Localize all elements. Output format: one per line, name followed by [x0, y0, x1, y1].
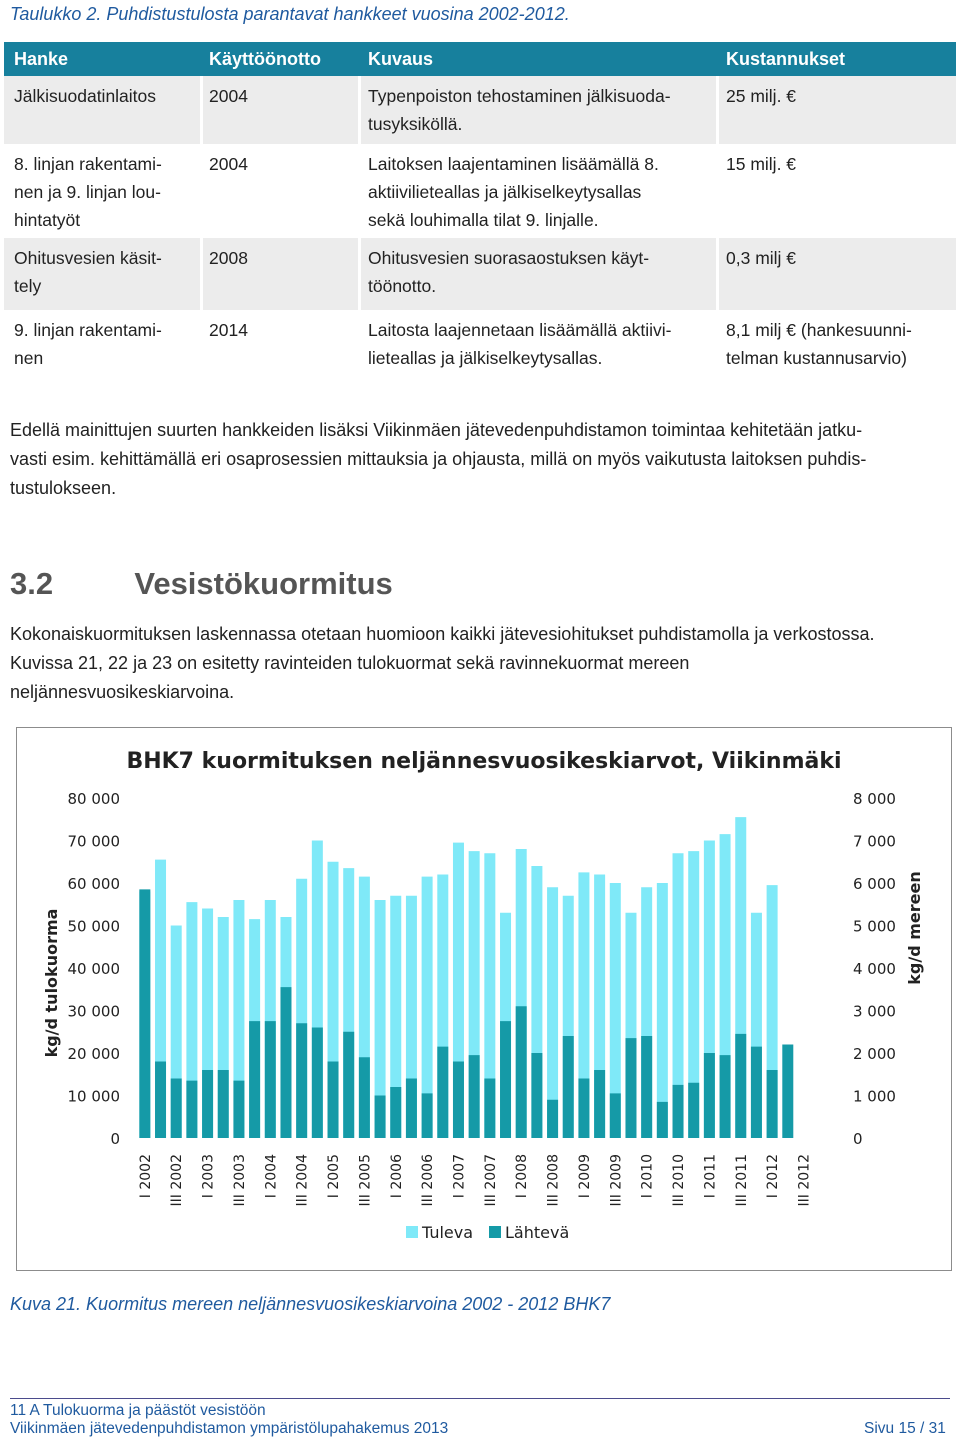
bar-lahteva: [265, 1021, 276, 1138]
bar-lahteva: [625, 1038, 636, 1138]
y-tick-right: 0: [853, 1130, 863, 1148]
y-tick-left: 80 000: [67, 790, 120, 808]
bar-lahteva: [453, 1062, 464, 1139]
y-axis-label-right: kg/d mereen: [905, 871, 924, 985]
cell-kuvaus: Laitosta laajennetaan lisäämällä aktiivi- lieteallas ja jälkiselkeytysallas.: [368, 320, 672, 368]
table-row: [4, 238, 956, 310]
y-tick-right: 3 000: [853, 1002, 896, 1021]
bar-lahteva: [735, 1034, 746, 1138]
cell-kustannus: 0,3 milj €: [726, 248, 797, 268]
chart-svg: [17, 728, 951, 1270]
bar-lahteva: [516, 1006, 527, 1138]
cell-kuvaus: Laitoksen laajentaminen lisäämällä 8. aktiivilieteallas ja jälkiselkeytysallas sekä louhimalla tilat 9. linjalle.: [368, 154, 659, 230]
bar-lahteva: [641, 1036, 652, 1138]
cell-kuvaus: Ohitusvesien suorasaostuksen käyt- töönotto.: [368, 248, 650, 296]
chart-title: BHK7 kuormituksen neljännesvuosikeskiarvot, Viikinmäki: [126, 749, 842, 774]
bar-lahteva: [312, 1028, 323, 1139]
cell-vuosi: 2004: [209, 86, 248, 106]
x-tick-label: III 2007: [482, 1154, 499, 1207]
y-tick-right: 2 000: [853, 1045, 896, 1063]
paragraph-section: Kokonaiskuormituksen laskennassa otetaan huomioon kaikki jätevesiohitukset puhdistamolla ja verkostossa. Kuvissa 21, 22 ja 23 on esitetty ravinteiden tulokuormat sekä ravinnekuormat mereen neljännesvuosikeskiarvoina.: [10, 624, 875, 702]
bar-lahteva: [343, 1032, 354, 1138]
bar-lahteva: [249, 1021, 260, 1138]
y-tick-right: 7 000: [853, 832, 896, 851]
bar-lahteva: [578, 1079, 589, 1139]
bar-lahteva: [218, 1070, 229, 1138]
y-tick-left: 30 000: [67, 1002, 120, 1021]
bhk7-chart: [16, 727, 952, 1271]
cell-hanke: Jälkisuodatinlaitos: [14, 86, 157, 106]
y-tick-left: 10 000: [67, 1087, 120, 1106]
bar-lahteva: [328, 1062, 339, 1139]
legend-swatch-lahteva: [489, 1226, 501, 1238]
x-tick-label: III 2010: [671, 1154, 688, 1207]
y-tick-left: 20 000: [67, 1045, 120, 1063]
bar-lahteva: [375, 1096, 386, 1139]
bar-lahteva: [233, 1081, 244, 1138]
x-tick-label: III 2004: [294, 1154, 311, 1207]
bar-lahteva: [155, 1062, 166, 1139]
table-caption: Taulukko 2. Puhdistustulosta parantavat hankkeet vuosina 2002-2012.: [10, 4, 570, 24]
bar-lahteva: [171, 1079, 182, 1139]
table-row: [4, 144, 956, 238]
cell-hanke: Ohitusvesien käsit- tely: [14, 248, 162, 296]
bar-lahteva: [594, 1070, 605, 1138]
x-tick-label: I 2012: [765, 1154, 782, 1199]
x-tick-label: III 2011: [733, 1154, 750, 1207]
header-hanke: Hanke: [14, 49, 69, 69]
section-number: 3.2: [10, 566, 54, 601]
bar-lahteva: [767, 1070, 778, 1138]
footer-document: Viikinmäen jätevedenpuhdistamon ympäristölupahakemus 2013: [10, 1420, 449, 1437]
cell-kustannus: 15 milj. €: [726, 154, 797, 174]
bar-lahteva: [406, 1079, 417, 1139]
y-tick-right: 1 000: [853, 1087, 896, 1106]
x-tick-label: III 2008: [545, 1154, 562, 1207]
table-row: [4, 76, 956, 144]
x-tick-label: III 2002: [169, 1154, 186, 1207]
bar-lahteva: [484, 1079, 495, 1139]
y-tick-left: 50 000: [67, 917, 120, 936]
projects-table: [4, 42, 956, 378]
bar-lahteva: [139, 889, 150, 1138]
section-title: Vesistökuormitus: [134, 566, 393, 601]
bar-lahteva: [390, 1087, 401, 1138]
x-tick-label: I 2007: [451, 1154, 468, 1199]
bar-lahteva: [202, 1070, 213, 1138]
cell-vuosi: 2014: [209, 320, 248, 340]
legend-label-lahteva: Lähtevä: [505, 1223, 570, 1242]
cell-hanke: 9. linjan rakentami- nen: [14, 320, 162, 368]
y-tick-left: 0: [110, 1130, 120, 1148]
bar-lahteva: [610, 1093, 621, 1138]
bar-lahteva: [782, 1045, 793, 1139]
bar-lahteva: [657, 1102, 668, 1138]
table-header: [4, 42, 956, 76]
y-tick-left: 40 000: [67, 960, 120, 978]
cell-hanke: 8. linjan rakentami- nen ja 9. linjan lou- hintatyöt: [14, 154, 162, 230]
cell-vuosi: 2004: [209, 154, 248, 174]
cell-vuosi: 2008: [209, 248, 248, 268]
bar-lahteva: [688, 1083, 699, 1138]
y-tick-right: 5 000: [853, 917, 896, 936]
bar-lahteva: [422, 1093, 433, 1138]
x-tick-label: I 2008: [514, 1154, 531, 1199]
bar-lahteva: [751, 1047, 762, 1138]
x-tick-label: I 2005: [326, 1154, 343, 1199]
bar-lahteva: [531, 1053, 542, 1138]
header-kayttoonotto: Käyttöönotto: [209, 49, 321, 69]
y-tick-left: 60 000: [67, 875, 120, 893]
footer-section: 11 A Tulokuorma ja päästöt vesistöön: [10, 1402, 266, 1419]
legend-label-tuleva: Tuleva: [422, 1223, 474, 1242]
bar-lahteva: [673, 1085, 684, 1138]
x-tick-label: III 2006: [420, 1154, 437, 1207]
figure-caption: Kuva 21. Kuormitus mereen neljännesvuosikeskiarvoina 2002 - 2012 BHK7: [10, 1294, 611, 1314]
x-tick-label: I 2004: [263, 1154, 280, 1199]
y-tick-right: 4 000: [853, 960, 896, 978]
legend-swatch-tuleva: [406, 1226, 418, 1238]
bar-lahteva: [296, 1023, 307, 1138]
bar-lahteva: [437, 1047, 448, 1138]
x-tick-label: III 2012: [796, 1154, 813, 1207]
cell-kuvaus: Typenpoiston tehostaminen jälkisuoda- tusyksiköllä.: [368, 86, 671, 134]
bar-lahteva: [500, 1021, 511, 1138]
bar-lahteva: [186, 1081, 197, 1138]
footer-divider: [10, 1398, 950, 1399]
y-tick-right: 8 000: [853, 790, 896, 808]
table-row: [4, 310, 956, 378]
header-kustannukset: Kustannukset: [726, 49, 846, 69]
header-kuvaus: Kuvaus: [368, 49, 434, 69]
section-heading: [10, 566, 393, 602]
bar-lahteva: [359, 1057, 370, 1138]
bar-lahteva: [280, 987, 291, 1138]
x-tick-label: III 2003: [231, 1154, 248, 1207]
bar-lahteva: [704, 1053, 715, 1138]
x-tick-label: III 2005: [357, 1154, 374, 1207]
x-tick-label: III 2009: [608, 1154, 625, 1207]
x-tick-label: I 2006: [388, 1154, 405, 1199]
bar-lahteva: [547, 1100, 558, 1138]
x-tick-label: I 2011: [702, 1154, 719, 1199]
x-tick-label: I 2010: [639, 1154, 656, 1199]
cell-kustannus: 25 milj. €: [726, 86, 797, 106]
y-tick-left: 70 000: [67, 832, 120, 851]
y-tick-right: 6 000: [853, 875, 896, 893]
x-tick-label: I 2002: [137, 1154, 154, 1199]
x-tick-label: I 2009: [576, 1154, 593, 1199]
y-axis-label-left: kg/d tulokuorma: [42, 908, 61, 1058]
x-tick-label: I 2003: [200, 1154, 217, 1199]
bar-lahteva: [469, 1055, 480, 1138]
footer-page: Sivu 15 / 31: [864, 1420, 946, 1437]
paragraph-intro: Edellä mainittujen suurten hankkeiden lisäksi Viikinmäen jätevedenpuhdistamon toimintaa kehitetään jatku- vasti esim. kehittämällä eri osaprosessien mittauksia ja ohjausta, millä on myös vaikutusta laitoksen puhdis- tustulokseen.: [10, 420, 867, 498]
bar-lahteva: [720, 1055, 731, 1138]
bar-tuleva: [657, 883, 668, 1138]
bar-lahteva: [563, 1036, 574, 1138]
cell-kustannus: 8,1 milj € (hankesuunni- telman kustannusarvio): [726, 320, 912, 368]
